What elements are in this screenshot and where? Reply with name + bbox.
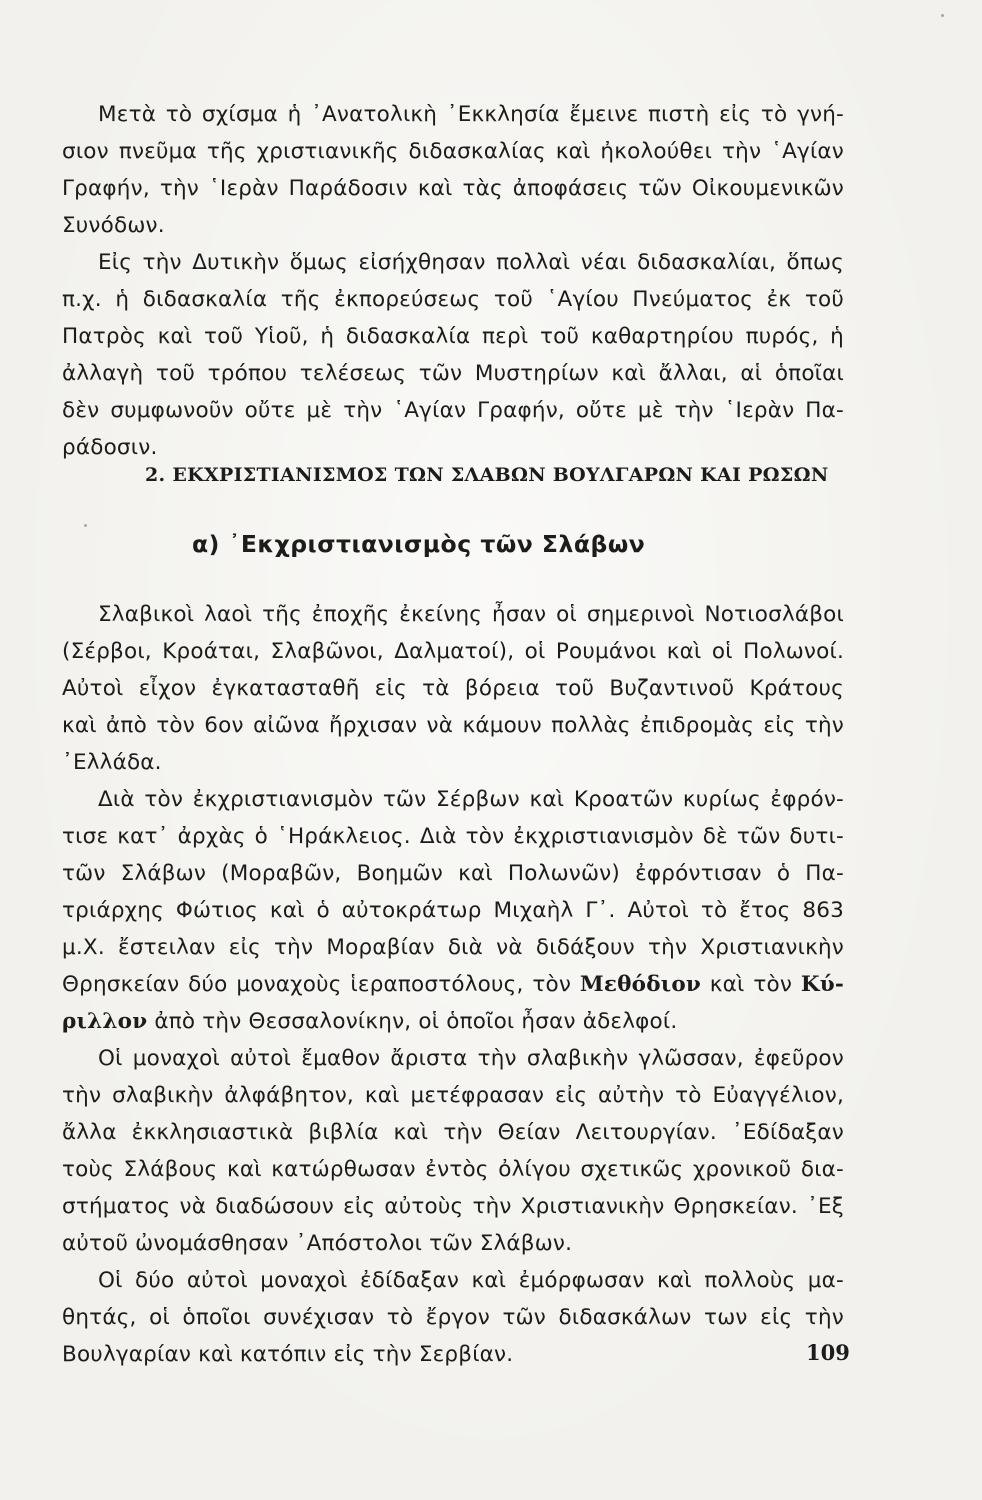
text-span: Θρησκείαν δύο μοναχοὺς ἱεραποστόλους, τὸν <box>62 972 580 997</box>
text-line: τισε κατ᾿ ἀρχὰς ὁ ῾Ηράκλειος. Διὰ τὸν ἐκχριστιανισμὸν δὲ τῶν δυτι- <box>62 824 844 849</box>
text-line: σιον πνεῦμα τῆς χριστιανικῆς διδασκαλίας καὶ ἠκολούθει τὴν ῾Αγίαν <box>62 139 844 164</box>
text-line: ἀλλαγὴ τοῦ τρόπου τελέσεως τῶν Μυστηρίων καὶ ἄλλαι, αἱ ὁποῖαι <box>62 361 844 386</box>
text-block-bottom <box>62 596 844 1373</box>
text-line: Οἱ μοναχοὶ αὐτοὶ ἔμαθον ἄριστα τὴν σλαβικὴν γλῶσσαν, ἐφεῦρον <box>98 1046 844 1071</box>
text-line: Βουλγαρίαν καὶ κατόπιν εἰς τὴν Σερβίαν. <box>62 1342 514 1367</box>
text-block-top <box>62 96 844 466</box>
text-line: καὶ ἀπὸ τὸν 6ον αἰῶνα ἤρχισαν νὰ κάμουν πολλὰς ἐπιδρομὰς εἰς τὴν <box>62 713 844 738</box>
text-line: τριάρχης Φώτιος καὶ ὁ αὐτοκράτωρ Μιχαὴλ Γ᾿. Αὐτοὶ τὸ ἔτος 863 <box>62 898 844 923</box>
text-line: μ.Χ. ἔστειλαν εἰς τὴν Μοραβίαν διὰ νὰ διδάξουν τὴν Χριστιανικὴν <box>62 935 844 960</box>
text-line: Αὐτοὶ εἶχον ἐγκατασταθῆ εἰς τὰ βόρεια τοῦ Βυζαντινοῦ Κράτους <box>62 676 844 701</box>
sub-heading: α) ᾿Εκχριστιανισμὸς τῶν Σλάβων <box>192 530 646 558</box>
scan-speck <box>84 524 87 527</box>
section-heading: 2. ΕΚΧΡΙΣΤΙΑΝΙΣΜΟΣ ΤΩΝ ΣΛΑΒΩΝ ΒΟΥΛΓΑΡΩΝ ΚΑΙ ΡΩΣΩΝ <box>145 464 829 486</box>
text-line <box>62 966 844 1003</box>
text-line: ἄλλα ἐκκλησιαστικὰ βιβλία καὶ τὴν Θείαν Λειτουργίαν. ᾿Εδίδαξαν <box>62 1120 844 1145</box>
text-span: ἀπὸ τὴν Θεσσαλονίκην, οἱ ὁποῖοι ἦσαν ἀδελφοί. <box>147 1009 678 1034</box>
text-line: Συνόδων. <box>62 213 165 238</box>
text-line: στήματος νὰ διαδώσουν εἰς αὐτοὺς τὴν Χριστιανικὴν Θρησκείαν. ᾿Εξ <box>62 1194 844 1219</box>
text-line: Διὰ τὸν ἐκχριστιανισμὸν τῶν Σέρβων καὶ Κροατῶν κυρίως ἐφρόν- <box>98 787 844 812</box>
text-line: Μετὰ τὸ σχίσμα ἡ ᾿Ανατολικὴ ᾿Εκκλησία ἔμεινε πιστὴ εἰς τὸ γνή- <box>98 102 844 127</box>
text-line: ᾿Ελλάδα. <box>62 750 162 775</box>
text-line: Γραφήν, τὴν ῾Ιερὰν Παράδοσιν καὶ τὰς ἀποφάσεις τῶν Οἰκουμενικῶν <box>62 176 844 201</box>
text-line: ράδοσιν. <box>62 435 158 460</box>
text-line: (Σέρβοι, Κροάται, Σλαβῶνοι, Δαλματοί), οἱ Ρουμάνοι καὶ οἱ Πολωνοί. <box>62 639 844 664</box>
text-line: τῶν Σλάβων (Μοραβῶν, Βοημῶν καὶ Πολωνῶν) ἐφρόντισαν ὁ Πα- <box>62 861 844 886</box>
text-line: τοὺς Σλάβους καὶ κατώρθωσαν ἐντὸς ὀλίγου σχετικῶς χρονικοῦ δια- <box>62 1157 844 1182</box>
text-line: Οἱ δύο αὐτοὶ μοναχοὶ ἐδίδαξαν καὶ ἐμόρφωσαν καὶ πολλοὺς μα- <box>98 1268 844 1293</box>
text-line: αὐτοῦ ὠνομάσθησαν ᾿Απόστολοι τῶν Σλάβων. <box>62 1231 573 1256</box>
text-line: δὲν συμφωνοῦν οὔτε μὲ τὴν ῾Αγίαν Γραφήν, οὔτε μὲ τὴν ῾Ιερὰν Πα- <box>62 398 844 423</box>
text-line: Πατρὸς καὶ τοῦ Υἱοῦ, ἡ διδασκαλία περὶ τοῦ καθαρτηρίου πυρός, ἡ <box>62 324 844 349</box>
bold-name: Μεθόδιον <box>579 972 701 997</box>
page-number: 109 <box>806 1340 850 1365</box>
bold-name: ριλλον <box>62 1009 148 1034</box>
scan-speck <box>941 14 944 17</box>
bold-name: Κύ- <box>800 972 844 997</box>
text-line: τὴν σλαβικὴν ἀλφάβητον, καὶ μετέφρασαν εἰς αὐτὴν τὸ Εὐαγγέλιον, <box>62 1083 844 1108</box>
text-line: θητάς, οἱ ὁποῖοι συνέχισαν τὸ ἔργον τῶν διδασκάλων των εἰς τὴν <box>62 1305 844 1330</box>
text-line: π.χ. ἡ διδασκαλία τῆς ἐκπορεύσεως τοῦ ῾Αγίου Πνεύματος ἐκ τοῦ <box>62 287 844 312</box>
text-span: καὶ τὸν <box>701 972 801 997</box>
text-line: Εἰς τὴν Δυτικὴν ὅμως εἰσήχθησαν πολλαὶ νέαι διδασκαλίαι, ὅπως <box>98 250 844 275</box>
text-line: Σλαβικοὶ λαοὶ τῆς ἐποχῆς ἐκείνης ἦσαν οἱ σημερινοὶ Νοτιοσλάβοι <box>98 602 844 627</box>
text-line <box>62 1003 844 1040</box>
